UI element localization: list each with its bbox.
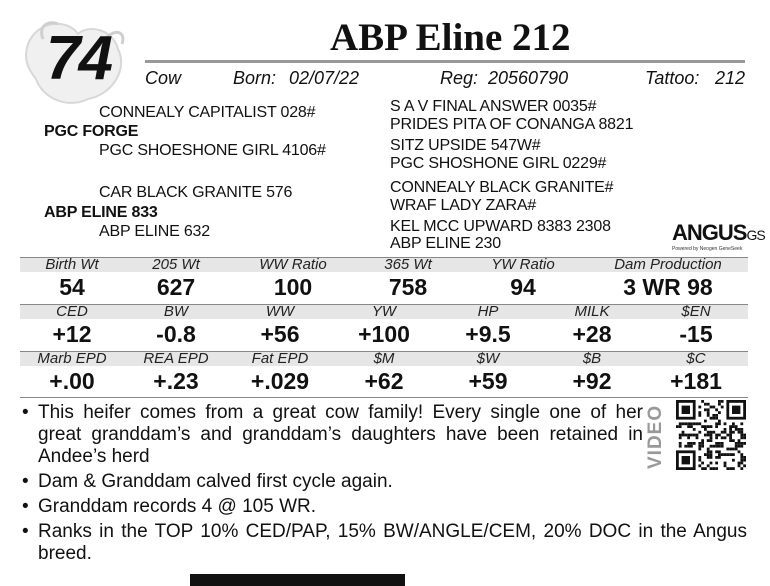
stat-value: 758	[388, 274, 428, 300]
epd-value: +12	[52, 321, 92, 347]
epd-label: Fat EPD	[251, 350, 309, 367]
epd-value: +28	[572, 321, 612, 347]
pedigree-dam-dam: ABP ELINE 632	[99, 223, 210, 240]
epd-value: -15	[679, 321, 713, 347]
born-label: Born:	[233, 68, 277, 88]
lot-number: 74	[46, 24, 111, 93]
note-item: • Granddam records 4 @ 105 WR.	[22, 496, 747, 518]
note-item: • Dam & Granddam calved first cycle again.	[22, 471, 747, 493]
video-label: VIDEO	[645, 404, 666, 470]
stat-value: 94	[510, 274, 536, 300]
index-value: +92	[572, 368, 612, 394]
epd-rea	[124, 351, 228, 397]
stat-label: 365 Wt	[384, 256, 432, 273]
epd-milk	[540, 304, 644, 350]
angus-gs-logo	[672, 222, 765, 252]
pedigree-sire-dam-sire: SITZ UPSIDE 547W#	[390, 137, 541, 154]
video-qr-code[interactable]	[676, 400, 746, 470]
notes-list	[22, 402, 747, 565]
title-rule	[145, 60, 745, 63]
index-label: $W	[476, 350, 500, 367]
stat-label: 205 Wt	[152, 256, 200, 273]
pedigree-sire-sire: CONNEALY CAPITALIST 028#	[99, 104, 316, 121]
epd-ww	[228, 304, 332, 350]
epd-label: BW	[163, 303, 189, 320]
pedigree-sire-sire-sire: S A V FINAL ANSWER 0035#	[390, 98, 597, 115]
index-label: $M	[373, 350, 395, 367]
epd-marb	[20, 351, 124, 397]
epd-fat	[228, 351, 332, 397]
epd-label: CED	[56, 303, 88, 320]
born-date: 02/07/22	[289, 68, 360, 88]
index-c	[644, 351, 748, 397]
epd-label: MILK	[574, 303, 610, 320]
stat-birth-wt	[20, 257, 124, 303]
tattoo-label: Tattoo:	[645, 68, 700, 88]
note-item: • This heifer comes from a great cow family! Every single one of her great granddam’s and granddam’s daughters have been retained in Andee’s herd	[22, 402, 643, 468]
pedigree-sire: PGC FORGE	[44, 123, 139, 140]
index-value: +59	[468, 368, 508, 394]
photo-edge	[190, 574, 405, 586]
logo-word: ANGUS	[672, 220, 747, 245]
pedigree-dam: ABP ELINE 833	[44, 204, 158, 221]
index-b	[540, 351, 644, 397]
performance-table	[20, 257, 748, 397]
epd-hp	[436, 304, 540, 350]
pedigree-sire-dam-dam: PGC SHOSHONE GIRL 0229#	[390, 155, 607, 172]
pedigree-dam-dam-dam: ABP ELINE 230	[390, 235, 501, 252]
epd-value: +.029	[250, 368, 310, 394]
epd-yw	[332, 304, 436, 350]
index-value: +181	[670, 368, 722, 394]
epd-label: HP	[477, 303, 499, 320]
epd-label: YW	[371, 303, 397, 320]
pedigree-dam-sire-sire: CONNEALY BLACK GRANITE#	[390, 179, 614, 196]
epd-value: -0.8	[156, 321, 196, 347]
epd-label: $EN	[681, 303, 711, 320]
index-label: $C	[686, 350, 706, 367]
stat-label: WW Ratio	[259, 256, 327, 273]
epd-label: REA EPD	[143, 350, 209, 367]
stat-value: 627	[156, 274, 196, 300]
epd-value: +.23	[153, 368, 199, 394]
index-label: $B	[582, 350, 602, 367]
pedigree-sire-sire-dam: PRIDES PITA OF CONANGA 8821	[390, 116, 634, 133]
animal-name: ABP Eline 212	[330, 16, 571, 59]
pedigree-sire-dam: PGC SHOESHONE GIRL 4106#	[99, 142, 326, 159]
stat-label: Dam Production	[614, 256, 722, 273]
stat-365-wt	[358, 257, 458, 303]
pedigree-dam-sire-dam: WRAF LADY ZARA#	[390, 197, 537, 214]
epd-en	[644, 304, 748, 350]
stat-label: YW Ratio	[491, 256, 555, 273]
stat-label: Birth Wt	[45, 256, 99, 273]
epd-label: WW	[265, 303, 295, 320]
logo-suffix: GS	[746, 227, 765, 243]
stat-ww-ratio	[228, 257, 358, 303]
epd-bw	[124, 304, 228, 350]
index-w	[436, 351, 540, 397]
epd-value: +100	[358, 321, 410, 347]
index-value: +62	[364, 368, 404, 394]
reg-label: Reg:	[440, 68, 479, 88]
performance-row-3	[20, 351, 748, 397]
stat-205-wt	[124, 257, 228, 303]
logo-tagline: Powered by Neogen GeneSeek	[672, 246, 743, 252]
note-item: • Ranks in the TOP 10% CED/PAP, 15% BW/ANGLE/CEM, 20% DOC in the Angus breed.	[22, 521, 747, 565]
epd-value: +9.5	[465, 321, 511, 347]
reg-number: 20560790	[488, 68, 569, 88]
performance-row-2	[20, 304, 748, 350]
stat-value: 3 WR 98	[623, 274, 713, 300]
tattoo-value: 212	[715, 68, 746, 88]
index-m	[332, 351, 436, 397]
stat-value: 54	[59, 274, 85, 300]
epd-ced	[20, 304, 124, 350]
stat-value: 100	[273, 274, 313, 300]
performance-row-1	[20, 257, 748, 303]
stat-yw-ratio	[458, 257, 588, 303]
pedigree-dam-dam-sire: KEL MCC UPWARD 8383 2308	[390, 218, 611, 235]
epd-value: +.00	[49, 368, 95, 394]
pedigree-dam-sire: CAR BLACK GRANITE 576	[99, 184, 293, 201]
epd-value: +56	[260, 321, 300, 347]
sex: Cow	[145, 68, 182, 88]
stat-dam-production	[588, 257, 748, 303]
epd-label: Marb EPD	[37, 350, 107, 367]
